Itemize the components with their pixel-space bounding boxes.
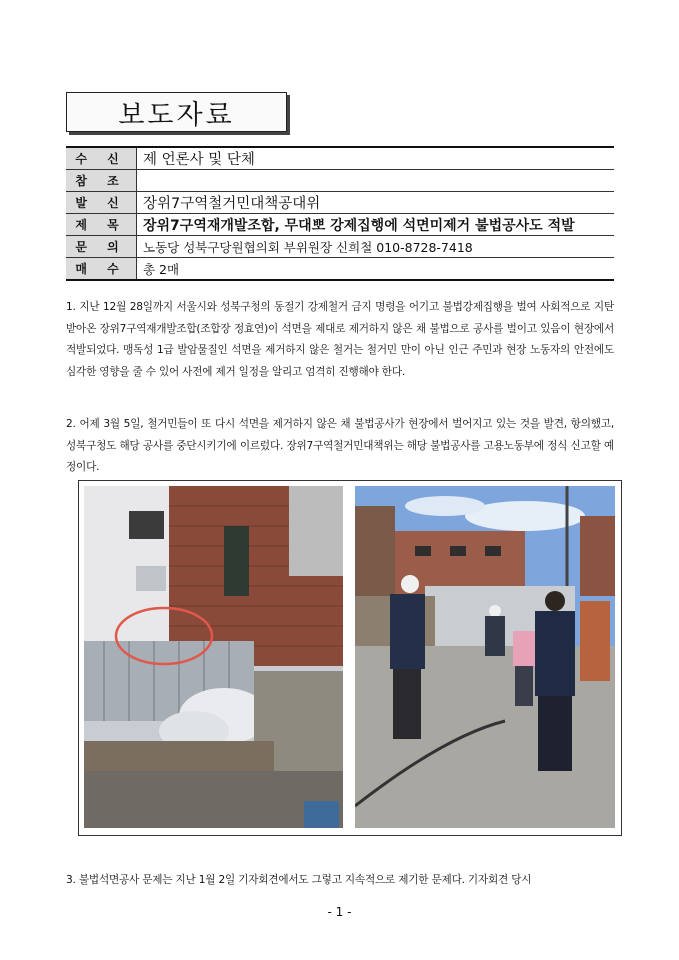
photo-asbestos-debris	[84, 486, 343, 828]
info-value: 노동당 성북구당원협의회 부위원장 신희철 010-8728-7418	[137, 236, 615, 258]
info-label: 문 의	[66, 236, 137, 258]
info-row-subject	[66, 214, 614, 236]
info-value: 제 언론사 및 단체	[137, 147, 615, 170]
page-number: - 1 -	[327, 905, 352, 919]
info-label: 제 목	[66, 214, 137, 236]
info-row-contact	[66, 236, 614, 258]
photo-asbestos-debris-image	[84, 486, 343, 828]
photo-site-protest-image	[355, 486, 615, 828]
info-table	[66, 146, 614, 281]
info-value: 총 2매	[137, 258, 615, 281]
info-row-pages	[66, 258, 614, 281]
photo-frame	[78, 480, 622, 836]
paragraph-3: 3. 불법석면공사 문제는 지난 1월 2일 기자회견에서도 그렇고 지속적으로 제기한 문제다. 기자회견 당시	[66, 874, 532, 886]
info-label: 참 조	[66, 170, 137, 192]
paragraph-2: 2. 어제 3월 5일, 철거민들이 또 다시 석면을 제거하지 않은 채 불법공사가 현장에서 벌어지고 있는 것을 발견, 항의했고, 성북구청도 해당 공사를 중단시키기에 이르렀다. 장위7구역철거민대책위는 해당 불법공사를 고용노동부에 정식 신고할 예정이다.	[66, 418, 614, 473]
info-row-recipient	[66, 147, 614, 170]
info-row-reference	[66, 170, 614, 192]
info-row-sender	[66, 192, 614, 214]
info-value: 장위7구역재개발조합, 무대뽀 강제집행에 석면미제거 불법공사도 적발	[137, 214, 615, 236]
info-value: 장위7구역철거민대책공대위	[137, 192, 615, 214]
doc-title: 보도자료	[66, 92, 287, 132]
info-label: 매 수	[66, 258, 137, 281]
info-label: 발 신	[66, 192, 137, 214]
photo-site-protest	[355, 486, 615, 828]
info-value	[137, 170, 615, 192]
paragraph-1: 1. 지난 12월 28일까지 서울시와 성북구청의 동절기 강제철거 금지 명령을 어기고 불법강제집행을 벌여 사회적으로 지탄 받아온 장위7구역재개발조합(조합장 정효연)이 석면을 제대로 제거하지 않은 채 불법으로 공사를 벌이고 있음이 현장에서 적발되었다. 맹독성 1급 발암물질인 석면을 제거하지 않은 철거는 철거민 만이 아닌 인근 주민과 현장 노동자의 안전에도 심각한 영향을 줄 수 있어 사전에 제거 일정을 알리고 엄격히 진행해야 한다.	[66, 301, 614, 378]
info-label: 수 신	[66, 147, 137, 170]
